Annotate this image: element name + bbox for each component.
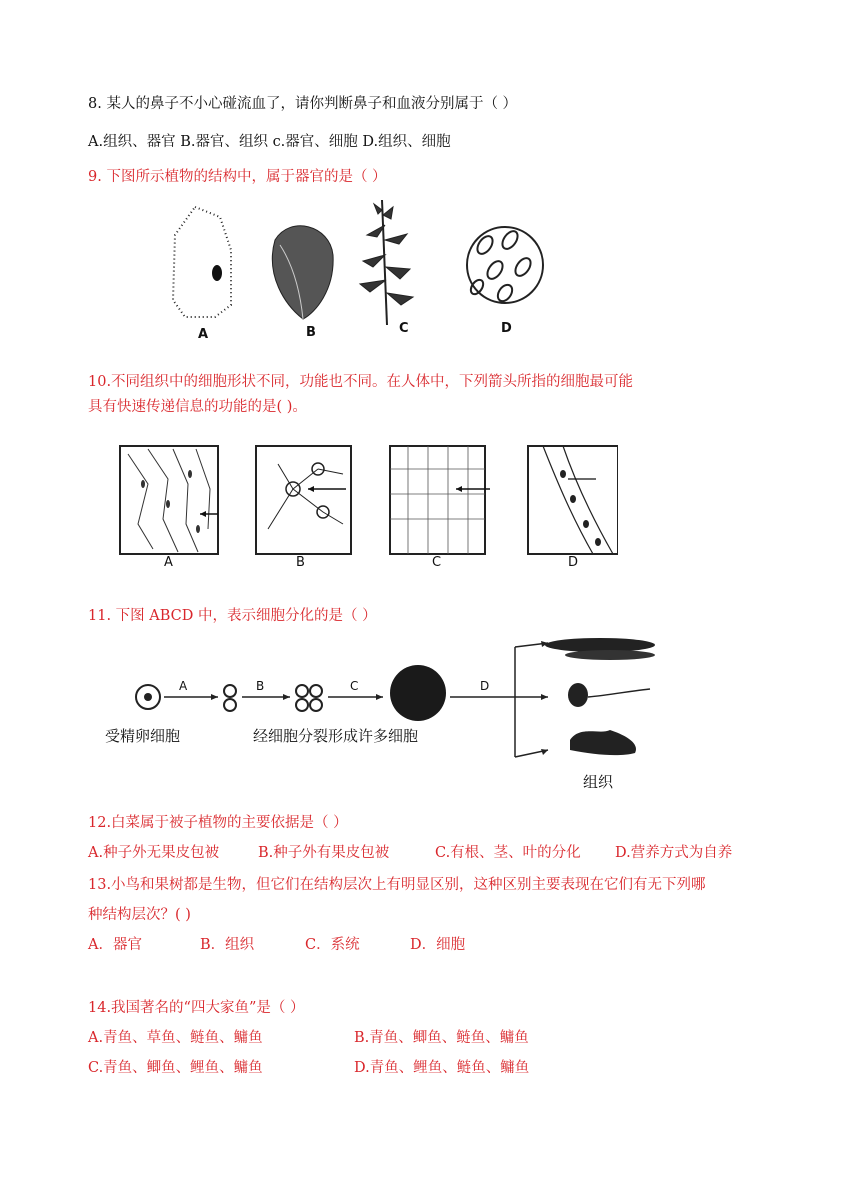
q11-stem: 11. 下图 ABCD 中，表示细胞分化的是（ ） — [88, 608, 377, 624]
q8-stem: 8. 某人的鼻子不小心碰流血了，请你判断鼻子和血液分别属于（ ） — [88, 96, 518, 112]
q12-option-b: B.种子外有果皮包被 — [258, 845, 390, 861]
q14-options-row1 — [88, 1028, 788, 1048]
whole-plant-drawing — [360, 200, 413, 325]
plant-structures-illustration — [165, 195, 555, 345]
q11-step-a: A — [179, 679, 188, 693]
epithelial-tissue-drawing — [390, 446, 490, 554]
q13-option-a: A．器官 — [88, 937, 142, 953]
leaf-drawing — [272, 226, 333, 319]
epidermis-drawing — [467, 227, 543, 304]
q12-options — [88, 843, 788, 863]
q12-option-d: D.营养方式为自养 — [615, 845, 733, 861]
blood-vessel-drawing — [528, 446, 618, 554]
q11-caption-fertilized: 受精卵细胞 — [105, 727, 181, 745]
q10-label-a: A — [164, 555, 173, 570]
q10-stem-line2: 具有快速传递信息的功能的是( )。 — [88, 399, 307, 415]
q9-figure — [165, 195, 555, 345]
q14-option-a: A.青鱼、草鱼、鲢鱼、鳙鱼 — [88, 1030, 263, 1046]
q9-label-a: A — [198, 327, 209, 342]
q10-stem-line1: 10.不同组织中的细胞形状不同，功能也不同。在人体中，下列箭头所指的细胞最可能 — [88, 374, 634, 390]
q9-label-b: B — [306, 325, 316, 340]
q11-figure — [100, 625, 680, 795]
q11-caption-tissue: 组织 — [583, 773, 614, 791]
q13-option-d: D．细胞 — [410, 937, 466, 953]
q14-option-d: D.青鱼、鲤鱼、鲢鱼、鳙鱼 — [354, 1060, 530, 1076]
q9-label-c: C — [399, 321, 409, 336]
q13-option-c: C．系统 — [305, 937, 360, 953]
q13-options — [88, 935, 588, 955]
q14-options-row2 — [88, 1058, 788, 1078]
q14-option-c: C.青鱼、鲫鱼、鲤鱼、鳙鱼 — [88, 1060, 263, 1076]
q11-caption-division: 经细胞分裂形成许多细胞 — [253, 727, 419, 745]
q13-stem-line1: 13.小鸟和果树都是生物，但它们在结构层次上有明显区别，这种区别主要表现在它们有无下列哪 — [88, 877, 706, 893]
q14-stem: 14.我国著名的“四大家鱼”是（ ） — [88, 1000, 305, 1016]
q10-label-c: C — [432, 555, 442, 570]
q12-option-c: C.有根、茎、叶的分化 — [435, 845, 581, 861]
cell-differentiation-illustration — [100, 625, 680, 795]
q12-option-a: A.种子外无果皮包被 — [88, 845, 220, 861]
q13-stem-line2: 种结构层次？( ) — [88, 907, 191, 923]
plant-cell-drawing — [173, 207, 231, 317]
q8-options: A.组织、器官 B.器官、组织 c.器官、细胞 D.组织、细胞 — [88, 134, 451, 150]
q12-stem: 12.白菜属于被子植物的主要依据是（ ） — [88, 815, 348, 831]
nerve-cell-drawing — [256, 446, 351, 554]
q14-option-b: B.青鱼、鲫鱼、鲢鱼、鳙鱼 — [354, 1030, 529, 1046]
q9-label-d: D — [501, 321, 512, 336]
q13-option-b: B．组织 — [200, 937, 255, 953]
q11-step-b: B — [256, 679, 265, 693]
q9-stem: 9. 下图所示植物的结构中，属于器官的是（ ） — [88, 169, 387, 185]
q10-figure — [118, 444, 618, 574]
q10-label-d: D — [568, 555, 579, 570]
muscle-tissue-drawing — [120, 446, 218, 554]
q11-step-c: C — [350, 679, 359, 693]
q10-label-b: B — [296, 555, 305, 570]
tissue-cells-illustration — [118, 444, 618, 559]
q11-step-d: D — [480, 679, 490, 693]
